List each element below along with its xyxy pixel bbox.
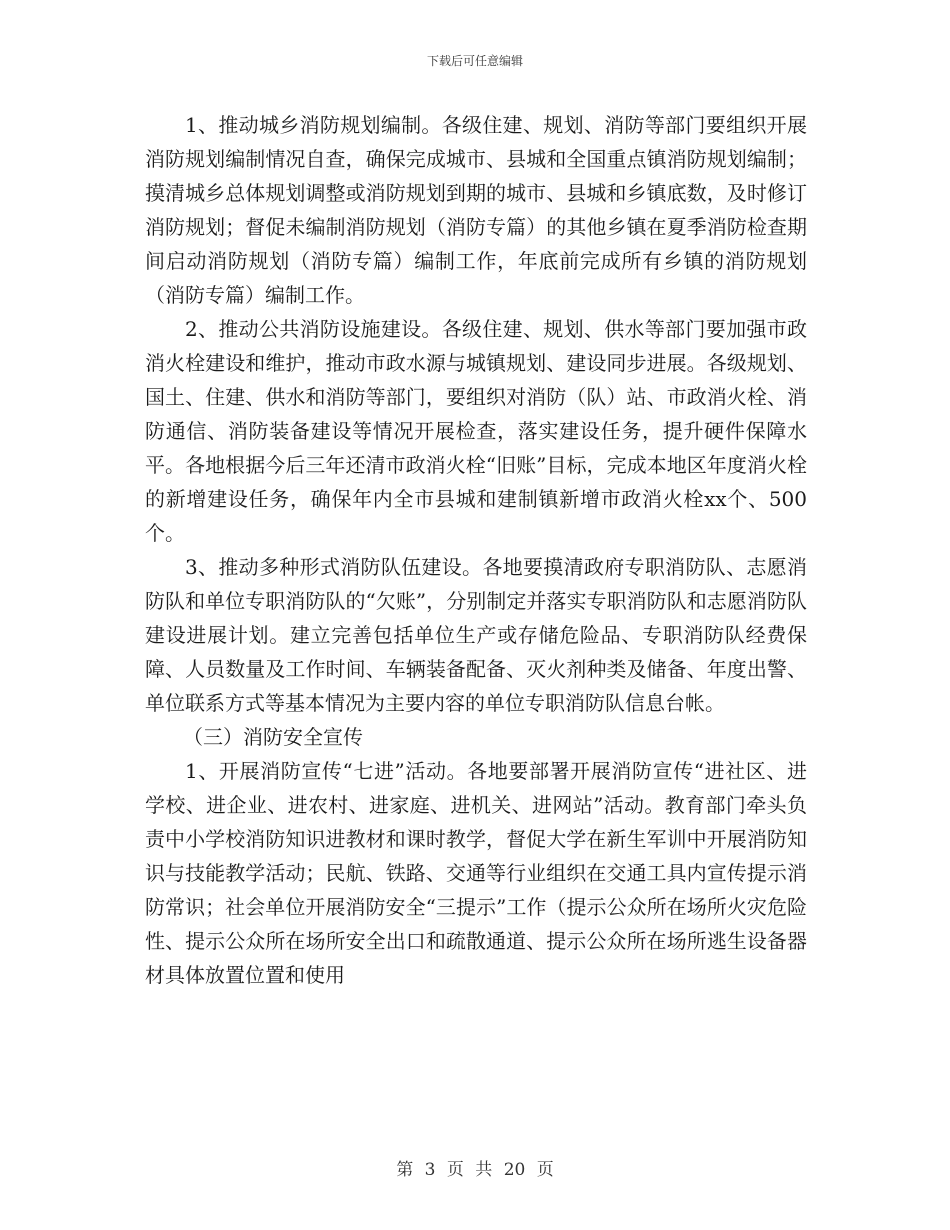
page-header: 下载后可任意编辑 xyxy=(426,54,523,68)
document-body xyxy=(145,108,807,992)
paragraph-public-facilities: 2、推动公共消防设施建设。各级住建、规划、供水等部门要加强市政消火栓建设和维护，推动市政水源与城镇规划、建设同步进展。各级规划、国土、住建、供水和消防等部门，要组织对消防（队）站、市政消火栓、消防通信、消防装备建设等情况开展检查，落实建设任务，提升硬件保障水平。各地根据今后三年还清市政消火栓“旧账”目标，完成本地区年度消火栓的新增建设任务，确保年内全市县城和建制镇新增市政消火栓xx个、500个。 xyxy=(145,317,807,545)
paragraph-fire-planning: 1、推动城乡消防规划编制。各级住建、规划、消防等部门要组织开展消防规划编制情况自查，确保完成城市、县城和全国重点镇消防规划编制；摸清城乡总体规划调整或消防规划到期的城市、县城和乡镇底数，及时修订消防规划；督促未编制消防规划（消防专篇）的其他乡镇在夏季消防检查期间启动消防规划（消防专篇）编制工作，年底前完成所有乡镇的消防规划（消防专篇）编制工作。 xyxy=(145,113,807,307)
section-heading-publicity: （三）消防安全宣传 xyxy=(183,725,363,749)
paragraph-fire-brigades: 3、推动多种形式消防队伍建设。各地要摸清政府专职消防队、志愿消防队和单位专职消防队的“欠账”，分别制定并落实专职消防队和志愿消防队建设进展计划。建立完善包括单位生产或存储危险品、专职消防队经费保障、人员数量及工作时间、车辆装备配备、灭火剂种类及储备、年度出警、单位联系方式等基本情况为主要内容的单位专职消防队信息台帐。 xyxy=(145,555,807,715)
paragraph-seven-into: 1、开展消防宣传“七进”活动。各地要部署开展消防宣传“进社区、进学校、进企业、进农村、进家庭、进机关、进网站”活动。教育部门牵头负责中小学校消防知识进教材和课时教学，督促大学在新生军训中开展消防知识与技能教学活动；民航、铁路、交通等行业组织在交通工具内宣传提示消防常识；社会单位开展消防安全“三提示”工作（提示公众所在场所火灾危险性、提示公众所在场所安全出口和疏散通道、提示公众所在场所逃生设备器材具体放置位置和使用 xyxy=(145,759,807,987)
page-footer: 第 3 页 共 20 页 xyxy=(396,1160,554,1180)
